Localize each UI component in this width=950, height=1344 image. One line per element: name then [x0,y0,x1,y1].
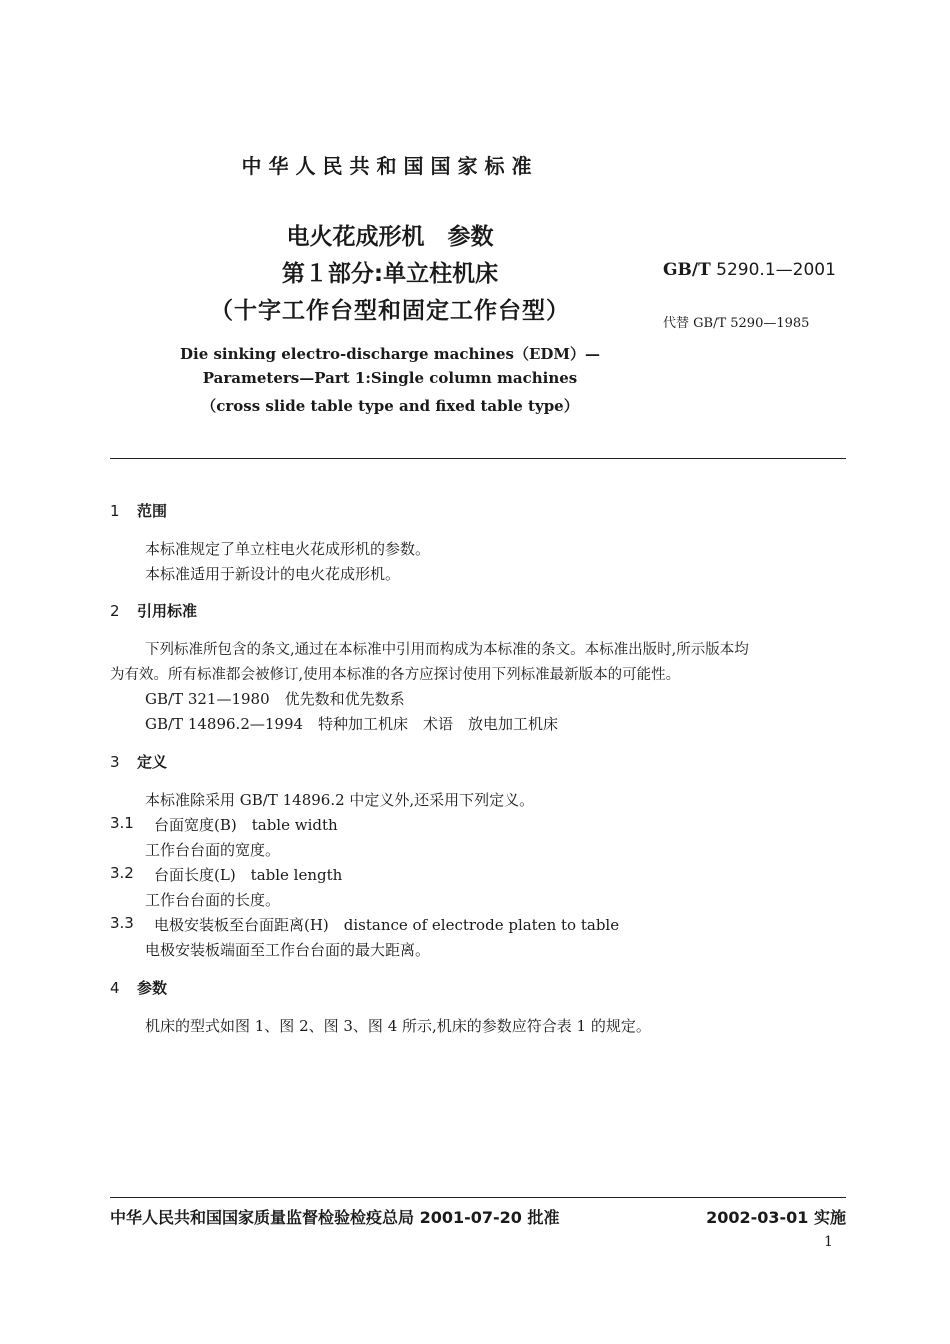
definition-3-2-number: 3.2 [110,864,134,882]
section-number: 3 [110,753,120,771]
page-number: 1 [824,1234,833,1250]
section-3-intro: 本标准除采用 GB/T 14896.2 中定义外,还采用下列定义。 [145,791,535,809]
implementation-date: 2002-03-01 实施 [706,1208,846,1227]
section-1-paragraph-1: 本标准规定了单立柱电火花成形机的参数。 [145,540,431,558]
standard-prefix: GB/T [663,260,711,280]
section-4-heading [110,977,167,998]
section-number: 1 [110,502,120,520]
definition-3-3-term: 电极安装板至台面距离(H) distance of electrode platen to table [154,916,620,934]
footer-divider [110,1197,846,1198]
english-title-line2: Parameters—Part 1:Single column machines [202,369,578,387]
definition-3-2-term: 台面长度(L) table length [154,866,343,884]
section-number: 2 [110,602,120,620]
section-title: 定义 [137,753,168,771]
approval-authority: 中华人民共和国国家质量监督检验检疫总局 2001-07-20 批准 [110,1208,560,1227]
section-2-heading [110,600,197,621]
english-title-line1: Die sinking electro-discharge machines（EDM）— [179,345,601,363]
definition-3-1-text: 工作台台面的宽度。 [145,841,281,859]
reference-2: GB/T 14896.2—1994 特种加工机床 术语 放电加工机床 [145,715,559,733]
standard-number [663,260,836,280]
reference-1: GB/T 321—1980 优先数和优先数系 [145,690,405,708]
document-title-line1: 电火花成形机 参数 [286,224,494,250]
section-4-paragraph: 机床的型式如图 1、图 2、图 3、图 4 所示,机床的参数应符合表 1 的规定。 [145,1017,651,1035]
section-title: 范围 [137,502,168,520]
section-2-paragraph-line2: 为有效。所有标准都会被修订,使用本标准的各方应探讨使用下列标准最新版本的可能性。 [110,667,681,683]
section-1-heading [110,500,167,521]
section-3-heading [110,751,167,772]
section-1-paragraph-2: 本标准适用于新设计的电火花成形机。 [145,565,401,583]
definition-3-3-number: 3.3 [110,914,134,932]
section-number: 4 [110,979,120,997]
header-divider [110,458,846,459]
definition-3-1-number: 3.1 [110,814,134,832]
document-title-line2: 第１部分:单立柱机床 [281,261,499,287]
document-title-line3: （十字工作台型和固定工作台型） [210,298,570,324]
english-title-line3: （cross slide table type and fixed table type） [201,397,579,415]
section-title: 引用标准 [137,602,198,620]
definition-3-3-text: 电极安装板端面至工作台台面的最大距离。 [145,941,431,959]
section-2-paragraph-line1: 下列标准所包含的条文,通过在本标准中引用而构成为本标准的条文。本标准出版时,所示版本均 [145,642,749,658]
definition-3-2-text: 工作台台面的长度。 [145,891,281,909]
standard-code: 5290.1—2001 [716,260,836,280]
replaces-standard: 代替 GB/T 5290—1985 [663,316,810,331]
definition-3-1-term: 台面宽度(B) table width [154,816,338,834]
national-standard-heading: 中华人民共和国国家标准 [241,154,539,178]
section-title: 参数 [137,979,168,997]
